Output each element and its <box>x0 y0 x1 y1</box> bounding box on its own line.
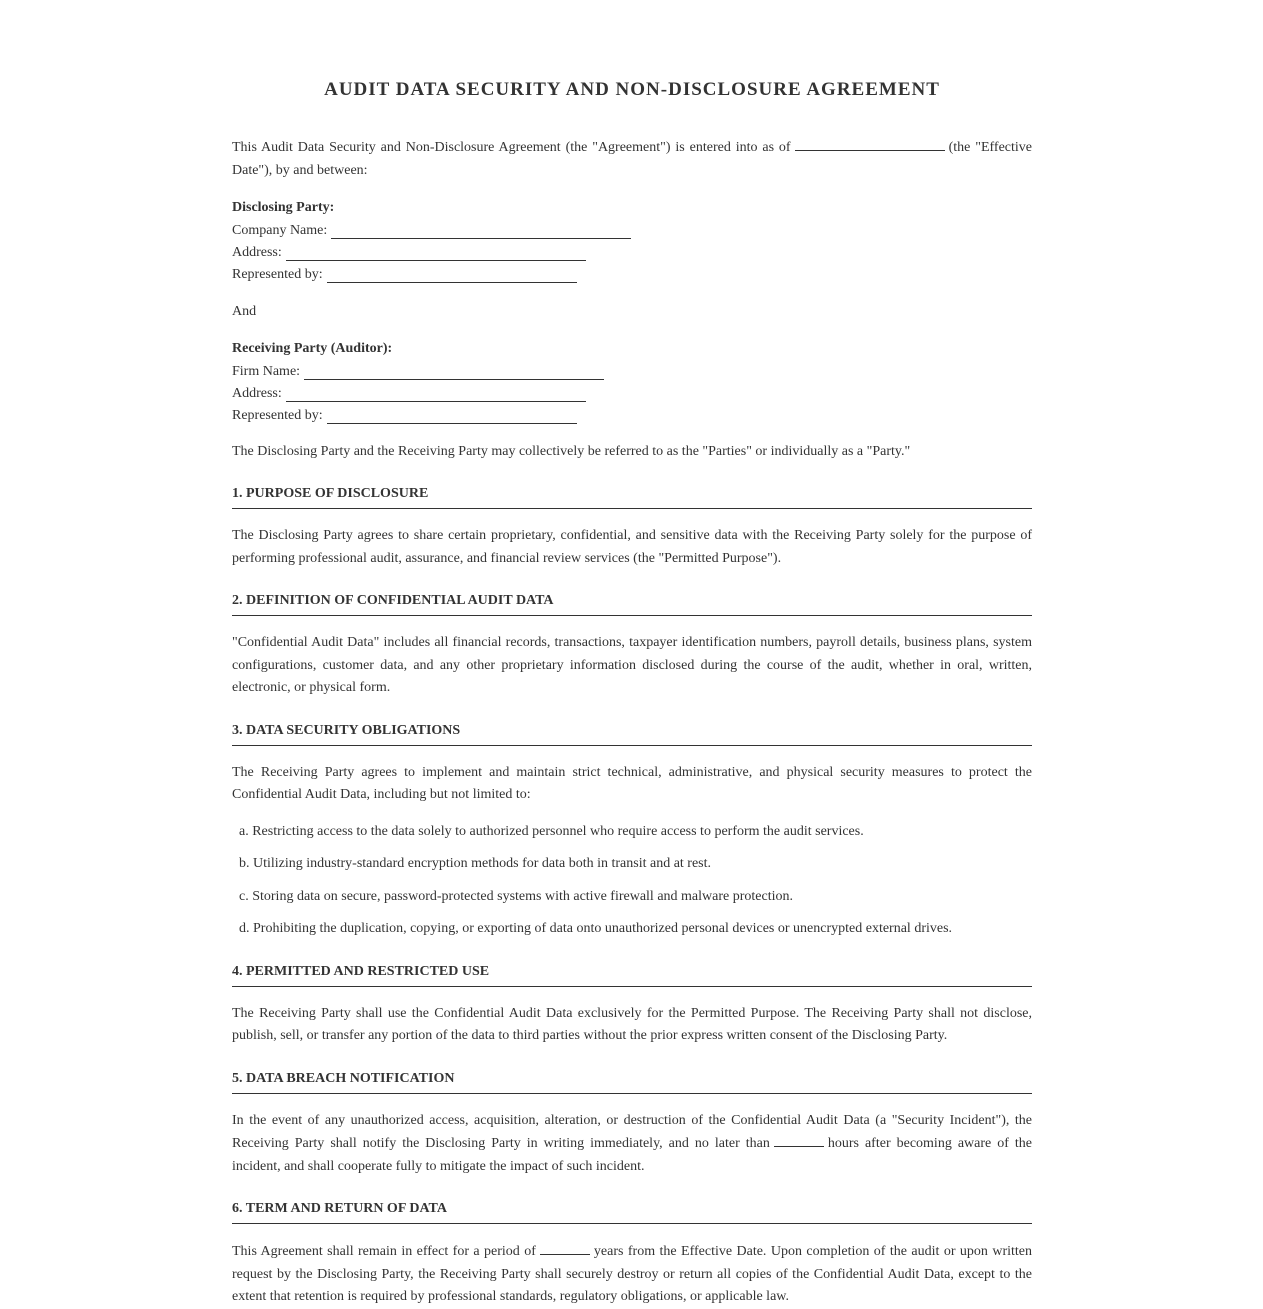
disclosing-address-label: Address: <box>232 244 282 260</box>
section-3-body: The Receiving Party agrees to implement and maintain strict technical, administrative, and physical security measures to protect the Confidential Audit Data, including but not limited to: <box>232 764 1032 802</box>
intro-text-before: This Audit Data Security and Non-Disclosure Agreement (the "Agreement") is entered into as of <box>232 140 791 155</box>
disclosing-party-heading: Disclosing Party: <box>232 200 335 215</box>
receiving-rep-label: Represented by: <box>232 407 323 423</box>
section-6-heading: 6. TERM AND RETURN OF DATA <box>232 1200 1032 1224</box>
agreement-document <box>232 0 1032 1309</box>
effective-date-blank[interactable] <box>795 136 945 151</box>
section-4-body: The Receiving Party shall use the Confidential Audit Data exclusively for the Permitted Purpose. The Receiving Party shall not disclose, publish, sell, or transfer any portion of the data to third parties without the prior express written consent of the Disclosing Party. <box>232 1005 1032 1043</box>
intro-paragraph <box>232 136 1032 182</box>
breach-hours-blank[interactable] <box>774 1132 824 1147</box>
intro-text-after: (the "Effective Date"), by and between: <box>232 140 1033 178</box>
list-item: a. Restricting access to the data solely to authorized personnel who require access to perform the audit services. <box>239 823 864 839</box>
list-item: b. Utilizing industry-standard encryption methods for data both in transit and at rest. <box>239 856 712 871</box>
term-years-blank[interactable] <box>540 1240 590 1255</box>
security-obligations-list <box>232 821 1032 941</box>
company-name-blank[interactable] <box>331 228 631 239</box>
list-item: d. Prohibiting the duplication, copying, or exporting of data onto unauthorized personal devices or unencrypted external drives. <box>239 921 953 936</box>
section-5-body <box>232 1110 1032 1179</box>
and-separator: And <box>232 303 257 319</box>
disclosing-rep-row <box>232 264 1032 286</box>
section-2-body: "Confidential Audit Data" includes all financial records, transactions, taxpayer identification numbers, payroll details, business plans, system configurations, customer data, and any other proprietary information disclosed during the course of the audit, whether in oral, written, electronic, or physical form. <box>232 635 1032 695</box>
document-title: AUDIT DATA SECURITY AND NON-DISCLOSURE AGREEMENT <box>324 79 940 100</box>
receiving-rep-blank[interactable] <box>327 413 577 424</box>
receiving-address-blank[interactable] <box>286 391 586 402</box>
section-5-heading: 5. DATA BREACH NOTIFICATION <box>232 1070 1032 1094</box>
company-name-label: Company Name: <box>232 222 328 238</box>
disclosing-address-blank[interactable] <box>286 250 586 261</box>
section-5-text-after: hours after becoming aware of the incident, and shall cooperate fully to mitigate the impact of such incident. <box>232 1136 1033 1174</box>
firm-name-label: Firm Name: <box>232 363 301 379</box>
receiving-party-heading: Receiving Party (Auditor): <box>232 341 393 356</box>
section-3-heading: 3. DATA SECURITY OBLIGATIONS <box>232 722 1032 746</box>
section-6-text-after: years from the Effective Date. Upon completion of the audit or upon written request by the Disclosing Party, the Receiving Party shall securely destroy or return all copies of the Confidential Audit Data, except to the extent that retention is required by professional standards, regulatory obligations, or applicable law. <box>232 1244 1032 1304</box>
section-2-heading: 2. DEFINITION OF CONFIDENTIAL AUDIT DATA <box>232 592 1032 616</box>
receiving-firm-row <box>232 361 1032 383</box>
receiving-address-label: Address: <box>232 385 282 401</box>
disclosing-address-row <box>232 242 1032 264</box>
receiving-address-row <box>232 383 1032 405</box>
section-6-body <box>232 1240 1032 1309</box>
firm-name-blank[interactable] <box>304 369 604 380</box>
section-5-text-before: In the event of any unauthorized access, acquisition, alteration, or destruction of the Confidential Audit Data (a "Security Incident"), the Receiving Party shall notify the Disclosing Party in writing immediately, and no later than <box>232 1112 1032 1151</box>
section-4-heading: 4. PERMITTED AND RESTRICTED USE <box>232 963 1032 987</box>
disclosing-rep-label: Represented by: <box>232 266 323 282</box>
section-6-text-before: This Agreement shall remain in effect for a period of <box>232 1244 536 1259</box>
collective-paragraph: The Disclosing Party and the Receiving Party may collectively be referred to as the "Parties" or individually as a "Party." <box>232 443 911 459</box>
section-1-heading: 1. PURPOSE OF DISCLOSURE <box>232 485 1032 509</box>
list-item: c. Storing data on secure, password-protected systems with active firewall and malware protection. <box>239 888 793 904</box>
disclosing-rep-blank[interactable] <box>327 272 577 283</box>
section-1-body: The Disclosing Party agrees to share certain proprietary, confidential, and sensitive data with the Receiving Party solely for the purpose of performing professional audit, assurance, and financial review services (the "Permitted Purpose"). <box>232 528 1032 566</box>
disclosing-company-row <box>232 220 1032 242</box>
receiving-rep-row <box>232 405 1032 427</box>
